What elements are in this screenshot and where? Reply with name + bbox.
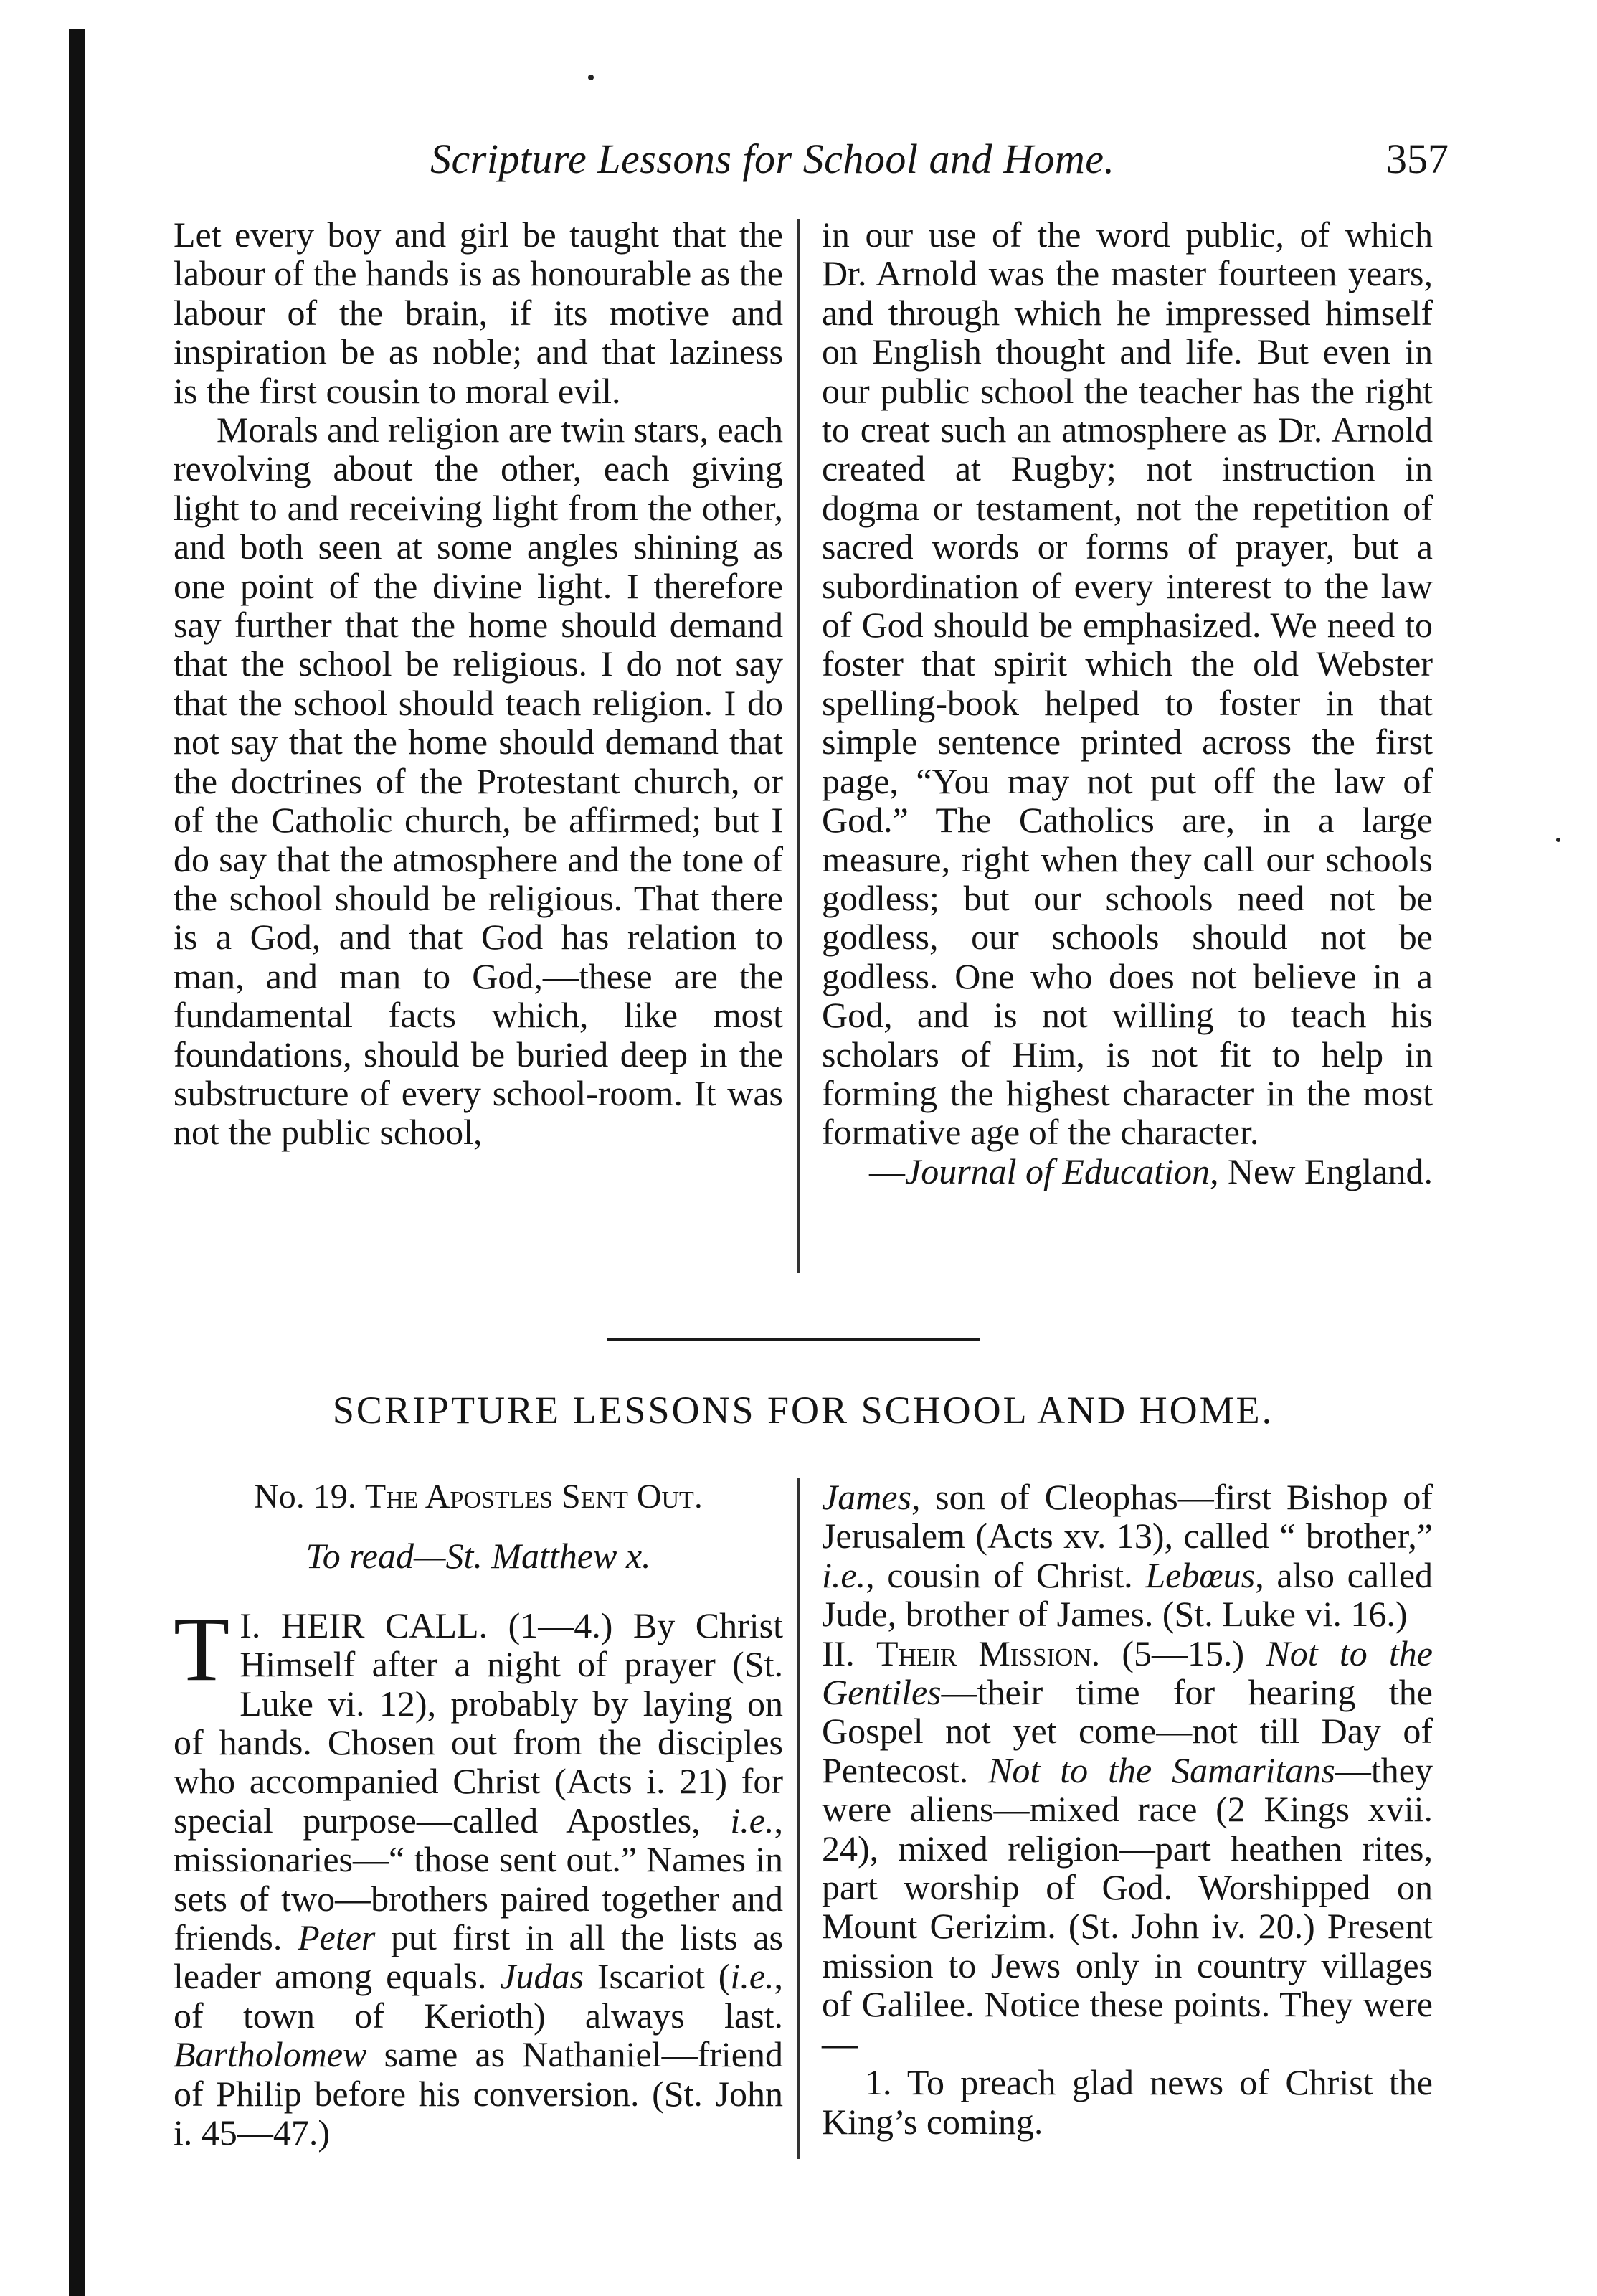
lesson-name: The Apostles Sent Out. [364, 1478, 703, 1516]
source-place: New England. [1218, 1151, 1433, 1191]
section-heading: SCRIPTURE LESSONS FOR SCHOOL AND HOME. [332, 1389, 1274, 1432]
text-italic: Not to the Samaritans [988, 1749, 1335, 1790]
name-bartholomew: Bartholomew [174, 2034, 367, 2075]
part-one-heading: HEIR CALL. [280, 1605, 488, 1645]
text: , cousin of Christ. [866, 1554, 1146, 1595]
column-divider [797, 1478, 800, 2159]
text: same as Nathaniel—friend of Philip before his conversion. (St. John i. 45—47.) [174, 2034, 783, 2153]
upper-right-column [822, 215, 1433, 1191]
part-two-heading: Their Mission. [876, 1633, 1101, 1673]
text: put first in all the lists as leader among equals. [174, 1917, 783, 1997]
reading-line: To read—St. Matthew x. [305, 1536, 651, 1577]
binding-edge [69, 29, 85, 2296]
lesson-title [174, 1478, 783, 1516]
text: —their time for hearing the Gospel not yet come—not till Day of Pentecost. [822, 1672, 1433, 1790]
lesson-left-column [174, 1478, 783, 2153]
paragraph: in our use of the word public, of which Dr. Arnold was the master fourteen years, and through which he impressed himself on English thought and life. But even in our public school the teacher has the right to creat such an atmosphere as Dr. Arnold created at Rugby; not instruction in dogma or testament, not the repetition of sacred words or forms of prayer, but a subordination of every interest to the law of God should be emphasized. We need to foster that spirit which the old Webster spelling-book helped to foster in that simple sentence printed across the first page, “You may not put off the law of God.” The Catholics are, in a large measure, right when they call our schools godless; but our schools need not be godless, our schools should not be godless. One who does not believe in a God, and is not willing to teach his scholars of Him, is not fit to help in forming the highest character in the most formative age of the character. [822, 214, 1433, 1153]
name-peter: Peter [298, 1917, 376, 1958]
section-rule [607, 1338, 980, 1341]
paragraph: Let every boy and girl be taught that the labour of the hands is as honourable as the labour of the brain, if its motive and inspiration be as noble; and that laziness is the first cousin to moral evil. [174, 214, 783, 411]
point-one: 1. To preach glad news of Christ the King’s coming. [822, 2062, 1433, 2142]
part-one-paragraph [174, 1597, 784, 2153]
paragraph: Morals and religion are twin stars, each revolving about the other, each giving light to and receiving light from the other, and both seen at some angles shining as one point of the divine light. I therefore say further that the home should demand that the school be religious. I do not say that the school should teach religion. I do not say that the home should demand that the doctrines of the Protestant church, or of the Catholic church, be affirmed; but I do say that the atmosphere and the tone of the school should be religious. That there is a God, and that God has relation to man, and man to God,—these are the fundamental facts which, like most foundations, should be buried deep in the substructure of every school-room. It was not the public school, [174, 410, 784, 1153]
speck-mark [1556, 838, 1560, 842]
name-james: James [822, 1477, 911, 1517]
name-lebbaeus: Lebœus [1145, 1554, 1256, 1595]
part-two-paragraph [822, 1634, 1433, 2063]
text: (1—4.) By Christ Himself after a night of prayer (St. Luke vi. 12), probably by laying on of hands. Chosen out from the disciples who accompanied Christ (Acts i. 21) for special purpose—called Apostles, [174, 1605, 783, 1841]
running-title: Scripture Lessons for School and Home. [430, 136, 1115, 182]
source-dash: — [869, 1151, 905, 1191]
drop-cap: T [174, 1597, 230, 1700]
text: (5—15.) [1100, 1633, 1266, 1673]
upper-left-column [174, 215, 783, 1152]
text: , also called Jude, brother of James. (St. Luke vi. 16.) [822, 1554, 1433, 1635]
text-italic: Not to the Gentiles [822, 1633, 1433, 1713]
apostles-paragraph [822, 1478, 1433, 1634]
source-citation [822, 1152, 1433, 1191]
part-two-numeral: II. [822, 1633, 855, 1673]
part-one-numeral: I. [240, 1605, 261, 1645]
text-italic: i.e. [730, 1800, 774, 1841]
page-header [430, 135, 1449, 192]
speck-mark [588, 75, 594, 80]
text: , of town of Kerioth) always last. [174, 1956, 784, 2036]
text-italic: i.e. [822, 1554, 866, 1595]
column-divider [797, 219, 800, 1273]
page-number: 357 [1386, 136, 1449, 182]
source-journal: Journal of Education, [905, 1151, 1219, 1191]
lesson-number: No. 19. [254, 1478, 356, 1516]
text: , son of Cleophas—first Bishop of Jerusalem (Acts xv. 13), called “ brother,” [822, 1477, 1433, 1556]
text: , missionaries—“ those sent out.” Names in sets of two—brothers paired together and friends. [174, 1800, 783, 1958]
text: Iscariot ( [583, 1956, 731, 1997]
name-judas: Judas [500, 1956, 584, 1997]
text-italic: i.e. [730, 1956, 774, 1997]
text: —they were aliens—mixed race (2 Kings xvii. 24), mixed religion—part heathen rites, part worship of God. Worshipped on Mount Gerizim. (St. John iv. 20.) Present mission to Jews only in country villages of Galilee. Notice these points. They were— [822, 1749, 1433, 2064]
lesson-right-column [822, 1478, 1433, 2141]
